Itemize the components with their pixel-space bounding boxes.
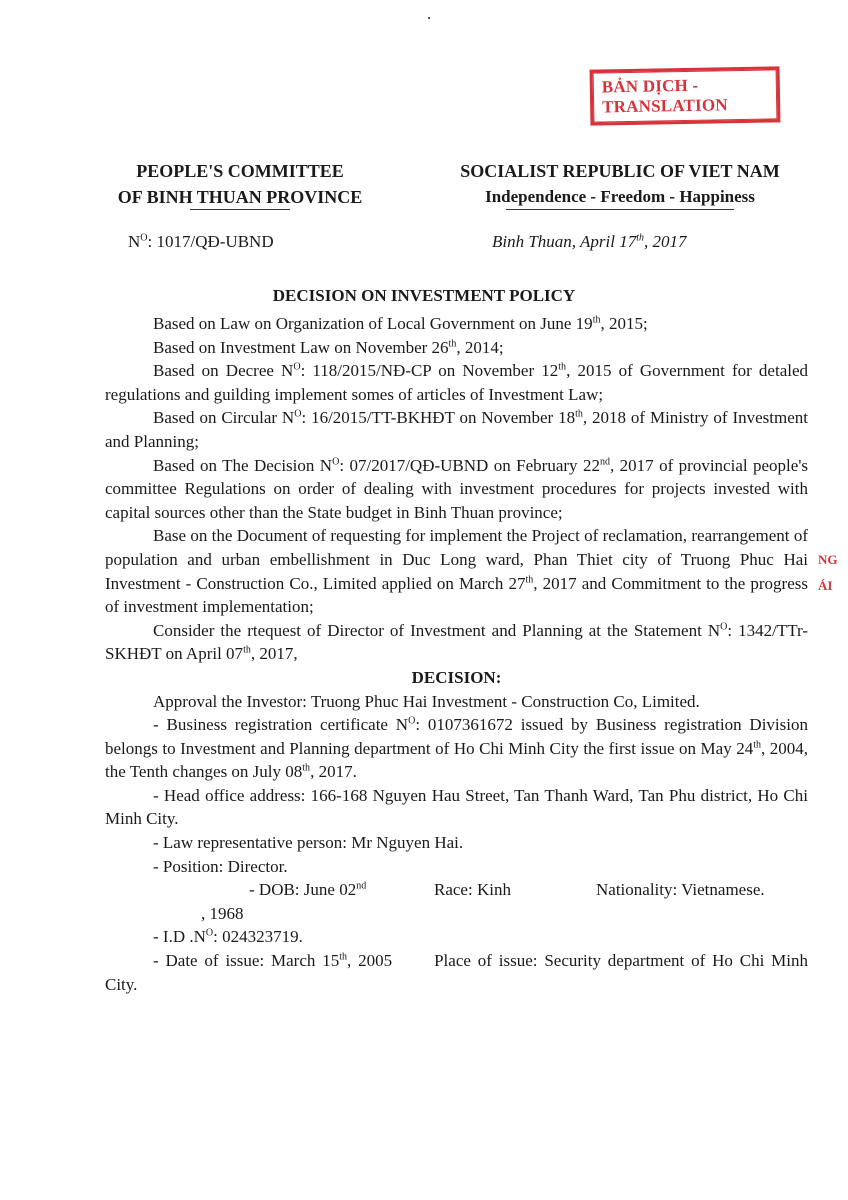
basis-paragraph: Based on Investment Law on November 26th, 2014; [153, 337, 504, 357]
translation-stamp: BẢN DỊCH - TRANSLATION [590, 66, 781, 125]
head-office-address: - Head office address: 166-168 Nguyen Hau Street, Tan Thanh Ward, Tan Phu district, Ho Chi Minh City. [105, 785, 808, 829]
national-motto: Independence - Freedom - Happiness [485, 187, 755, 206]
dob-row [105, 878, 808, 925]
law-representative: - Law representative person: Mr Nguyen Hai. [153, 833, 464, 853]
issuer-underline [190, 209, 290, 210]
document-title: DECISION ON INVESTMENT POLICY [272, 286, 576, 305]
investor-approval: Approval the Investor: Truong Phuc Hai Investment - Construction Co, Limited. [153, 691, 700, 711]
place-of-issue: Place of issue: Security department of Ho Chi Minh City. [105, 951, 808, 994]
issuer-header [105, 158, 375, 210]
issuer-line-1: PEOPLE'S COMMITTEE [136, 161, 344, 181]
position: - Position: Director. [153, 856, 288, 876]
document-date: Binh Thuan, April 17th, 2017 [492, 232, 687, 251]
document-number: $N^O$: 1017/QĐ-UBND [128, 232, 274, 251]
basis-paragraph: Based on Circular $N^O$: 16/2015/TT-BKHĐT on November 18th, 2018 of Ministry of Investment and Planning; [105, 408, 809, 451]
dob: - DOB: June 02nd, 1968 [201, 880, 367, 923]
scan-speck [428, 17, 430, 19]
race: Race: Kinh [434, 880, 511, 900]
business-registration: - Business registration certificate $N^O$: 0107361672 issued by Business registration Division belongs to Investment and Planning department of Ho Chi Minh City the first issue on May 24th, 2004, the Tenth changes on July 08th, 2017. [105, 715, 808, 782]
national-header [440, 158, 800, 210]
basis-paragraph: Consider the rtequest of Director of Investment and Planning at the Statement $N^O$: 1342/TTr-SKHĐT on April 07th, 2017, [105, 620, 808, 664]
seal-fragment: NG [818, 552, 838, 567]
document-body [105, 312, 808, 996]
seal-fragment: ÁI [818, 578, 833, 593]
basis-paragraph: Based on Decree $N^O$: 118/2015/NĐ-CP on November 12th, 2015 of Government for detaled regulations and guilding implement somes of articles of Investment Law; [105, 361, 809, 404]
id-number: - I.D $.N^O$: 024323719. [153, 927, 303, 947]
national-line-1: SOCIALIST REPUBLIC OF VIET NAM [460, 161, 780, 181]
issuer-line-2: OF BINH THUAN PROVINCE [117, 187, 363, 207]
date-of-issue: - Date of issue: March 15th, 2005 Place of issue: Security department of Ho Chi Minh City. [105, 951, 808, 994]
basis-paragraph: Based on Law on Organization of Local Government on June 19th, 2015; [153, 314, 648, 333]
basis-paragraph: Based on The Decision $N^O$: 07/2017/QĐ-UBND on February 22nd, 2017 of provincial people's committee Regulations on order of dealing with investment procedures for projects invested with capital sources other than the State budget in Binh Thuan province; [105, 455, 809, 522]
decision-heading: DECISION: [411, 667, 502, 687]
nationality: Nationality: Vietnamese. [596, 880, 765, 900]
basis-paragraph: Base on the Document of requesting for implement the Project of reclamation, rearrangement of population and urban embellishment in Duc Long ward, Phan Thiet city of Truong Phuc Hai Investment - Construction Co., Limited applied on March 27th, 2017 and Commitment to the progress of investment implementation; [105, 526, 808, 617]
motto-underline [506, 209, 734, 210]
